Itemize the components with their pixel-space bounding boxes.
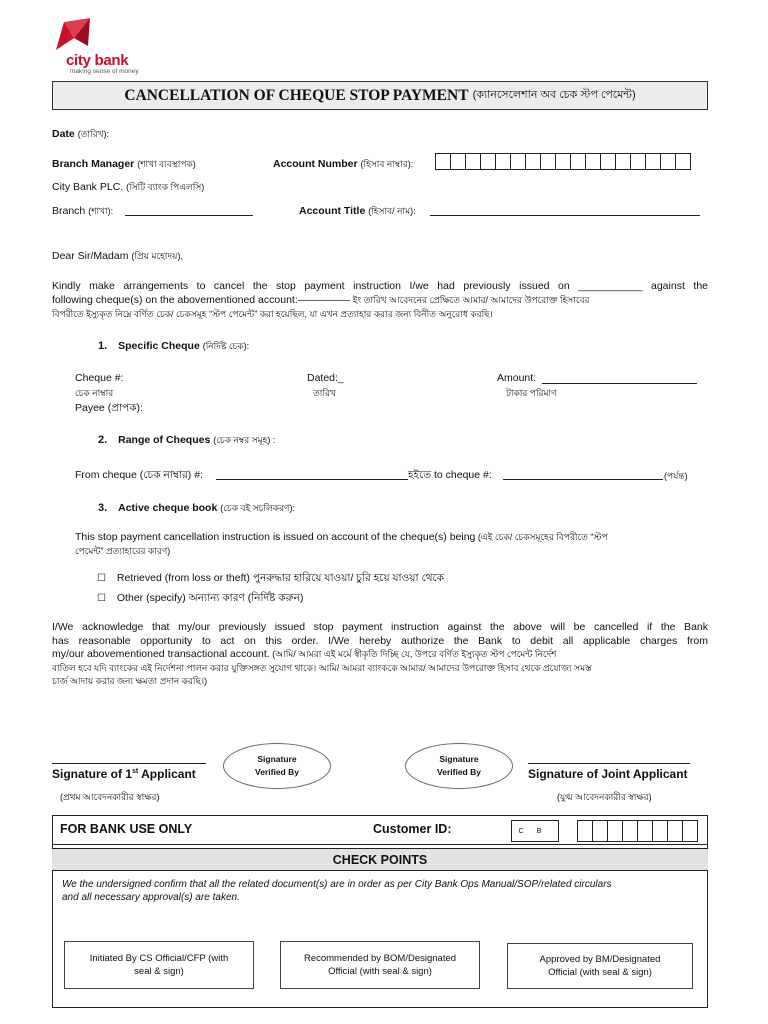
salutation-bn: (প্রিয় মহোদয়), bbox=[131, 251, 183, 261]
first-applicant-label-bn: (প্রথম আবেদনকারীর স্বাক্ষর) bbox=[60, 792, 160, 802]
account-title-label bbox=[299, 204, 416, 219]
account-number-label bbox=[273, 157, 413, 172]
section-1-heading bbox=[98, 339, 249, 354]
ack-line-3-en: my/our abovementioned transactional account. bbox=[52, 648, 270, 660]
form-title-bn: (ক্যানসেলেশান অব চেক স্টপ পেমেন্ট) bbox=[472, 89, 636, 101]
confirmation-note bbox=[62, 878, 612, 904]
payee-label: Payee (প্রাপক): bbox=[75, 402, 143, 414]
customer-id-label: Customer ID: bbox=[373, 822, 452, 836]
intro-paragraph bbox=[52, 279, 708, 321]
recommended-by-box[interactable] bbox=[280, 941, 480, 989]
initiated-by-label: Initiated By CS Official/CFP (with seal & sign) bbox=[89, 953, 229, 977]
section-1-label: Specific Cheque bbox=[118, 340, 200, 352]
city-bank-plc-label bbox=[52, 180, 204, 195]
first-applicant-label-post: Applicant bbox=[138, 767, 196, 781]
option-retrieved[interactable] bbox=[97, 571, 444, 588]
section-3-heading bbox=[98, 501, 295, 516]
branch-field bbox=[52, 204, 113, 219]
option-other[interactable] bbox=[97, 591, 303, 608]
checkbox-other[interactable]: ☐ bbox=[97, 593, 106, 604]
date-field[interactable] bbox=[52, 127, 109, 142]
bank-use-title: FOR BANK USE ONLY bbox=[60, 822, 193, 836]
cheque-number-label: Cheque #: bbox=[75, 372, 124, 384]
branch-manager-bn: (শাখা ব্যবস্থাপক) bbox=[137, 159, 196, 169]
initiated-by-box[interactable] bbox=[64, 941, 254, 989]
first-applicant-label bbox=[52, 767, 196, 781]
section-3-label: Active cheque book bbox=[118, 502, 218, 514]
section-2-number: 2. bbox=[98, 434, 108, 446]
ack-line-4: বাতিল হবে যদি ব্যাংকের এই নির্দেশনা পালন করার যুক্তিসঙ্গত সুযোগ থাকে। আমি/ আমরা ব্যাংককে আমার/ আমাদের উপরোক্ত হিসাব থেকে প্রযোজ্য সমস্ত bbox=[52, 662, 592, 673]
account-number-input[interactable] bbox=[436, 153, 691, 170]
to-cheque-input[interactable] bbox=[503, 466, 663, 480]
first-applicant-label-sup: st bbox=[132, 768, 139, 775]
salutation-en: Dear Sir/Madam bbox=[52, 250, 129, 262]
acknowledgement-paragraph bbox=[52, 621, 708, 689]
joint-applicant-sign-line[interactable] bbox=[528, 763, 690, 764]
intro-line-1: Kindly make arrangements to cancel the stop payment instruction I/we had previously issued on ___________ against the bbox=[52, 280, 708, 292]
signature-verified-text-1: Signature Verified By bbox=[255, 754, 299, 777]
intro-line-2-bn: ইং তারিখ আবেদনের প্রেক্ষিতে আমার/ আমাদের উপরোক্ত হিসাবের bbox=[350, 295, 590, 305]
cid-prefix-b: B bbox=[536, 827, 542, 835]
section-2-label-bn: (চেক নম্বর সমূহ) : bbox=[213, 435, 276, 445]
ack-line-5: চার্জ আদায় করার জন্য ক্ষমতা প্রদান করছি।) bbox=[52, 676, 208, 686]
signature-verified-text-2: Signature Verified By bbox=[437, 754, 481, 777]
branch-input[interactable] bbox=[125, 202, 253, 216]
dated-label-bn: তারিখ bbox=[313, 388, 336, 398]
confirmation-note-line-1: We the undersigned confirm that all the related document(s) are in order as per City Bank Ops Manual/SOP/related circulars bbox=[62, 879, 612, 890]
customer-id-prefix bbox=[511, 820, 559, 842]
cid-prefix-c: C bbox=[518, 827, 524, 835]
dated-label: Dated:_ bbox=[307, 372, 344, 384]
approved-by-label: Approved by BM/Designated Official (with seal & sign) bbox=[539, 954, 661, 978]
brand-name: city bank bbox=[66, 52, 129, 69]
form-title bbox=[52, 81, 708, 110]
city-bank-plc-bn: (সিটি ব্যাংক পিএলসি) bbox=[126, 182, 205, 192]
to-cheque-label: হইতে to cheque #: bbox=[408, 469, 492, 481]
account-title-input[interactable] bbox=[430, 202, 700, 216]
amount-input[interactable] bbox=[542, 370, 697, 384]
ack-line-3-bn: (আমি/ আমরা এই মর্মে স্বীকৃতি দিচ্ছি যে, উপরে বর্ণিত ইস্যুকৃত স্টপ পেমেন্ট নির্দেশ bbox=[269, 649, 557, 659]
form-title-main: CANCELLATION OF CHEQUE STOP PAYMENT bbox=[124, 86, 469, 104]
confirmation-note-line-2: and all necessary approval(s) are taken. bbox=[62, 892, 240, 903]
first-applicant-sign-line[interactable] bbox=[52, 763, 206, 764]
approved-by-box[interactable] bbox=[507, 943, 693, 989]
signature-verified-stamp-2 bbox=[405, 743, 513, 789]
to-cheque-end-bn: (পর্যন্ত) bbox=[664, 471, 688, 481]
cheque-number-label-bn: চেক নাম্বার bbox=[75, 388, 114, 398]
account-number-text: Account Number bbox=[273, 158, 358, 170]
section-2-label: Range of Cheques bbox=[118, 434, 211, 446]
joint-applicant-label-bn: (যুগ্ম আবেদনকারীর স্বাক্ষর) bbox=[557, 792, 652, 802]
date-label-bn: (তারিখ): bbox=[77, 129, 109, 139]
signature-verified-stamp-1 bbox=[223, 743, 331, 789]
ack-line-1: I/We acknowledge that my/our previously issued stop payment instruction against the above will be cancelled if the Bank bbox=[52, 621, 708, 633]
recommended-by-label: Recommended by BOM/Designated Official (with seal & sign) bbox=[303, 953, 457, 977]
section-2-heading bbox=[98, 433, 275, 448]
option-retrieved-label: Retrieved (from loss or theft) পুনরুদ্ধার হারিয়ে যাওয়া/ চুরি হয়ে যাওয়া থেকে bbox=[116, 572, 445, 584]
account-title-text: Account Title bbox=[299, 205, 366, 217]
customer-id-input[interactable] bbox=[578, 820, 698, 842]
brand-tagline: making sense of money bbox=[70, 68, 139, 75]
option-other-label: Other (specify) অন্যান্য কারণ (নির্দিষ্ট করুন) bbox=[116, 592, 304, 604]
section-3-text-en: This stop payment cancellation instruction is issued on account of the cheque(s) being bbox=[75, 531, 476, 543]
section-3-text-bn-1: (এই চেক/ চেকসমূহের বিপরীতে “স্টপ bbox=[475, 532, 608, 542]
account-title-bn: (হিসাব/ নাম): bbox=[368, 206, 416, 216]
section-1-label-bn: (নির্দিষ্ট চেক): bbox=[202, 341, 250, 351]
intro-line-2 bbox=[52, 293, 708, 307]
check-points-header: CHECK POINTS bbox=[52, 848, 708, 871]
from-cheque-label: From cheque (চেক নাম্বার) #: bbox=[75, 469, 203, 481]
city-bank-plc-text: City Bank PLC. bbox=[52, 181, 124, 193]
intro-line-3: বিপরীতে ইস্যুকৃত নিম্নে বর্ণিত চেক/ চেকসমূহ “স্টপ পেমেন্ট” করা হয়েছিল, যা এখন প্রত্যাহার করার জন্য বিনীত অনুরোধ করছি। bbox=[52, 309, 493, 319]
intro-line-2-en: following cheque(s) on the abovementioned account:————— bbox=[52, 294, 351, 306]
first-applicant-label-text: Signature of 1 bbox=[52, 767, 133, 781]
ack-line-3 bbox=[52, 648, 708, 662]
date-label: Date bbox=[52, 128, 75, 140]
salutation bbox=[52, 249, 183, 264]
section-1-number: 1. bbox=[98, 340, 108, 352]
section-3-text-bn-2: পেমেন্ট” প্রত্যাহারের কারণ) bbox=[75, 546, 171, 556]
section-3-label-bn: (চেক বই সচলিকরণ): bbox=[220, 503, 295, 513]
section-3-text bbox=[75, 530, 708, 558]
section-3-number: 3. bbox=[98, 502, 108, 514]
account-number-bn: (হিসাব নাম্বার): bbox=[360, 159, 414, 169]
ack-line-2: has reasonable opportunity to act on this order. I/We hereby authorize the Bank to debit all applicable charges from bbox=[52, 634, 708, 647]
amount-label: Amount: bbox=[497, 372, 537, 384]
checkbox-retrieved[interactable]: ☐ bbox=[97, 573, 106, 584]
amount-label-bn: টাকার পরিমাণ bbox=[506, 388, 557, 398]
from-cheque-input[interactable] bbox=[216, 466, 408, 480]
joint-applicant-label: Signature of Joint Applicant bbox=[528, 767, 688, 781]
branch-manager-text: Branch Manager bbox=[52, 158, 135, 170]
branch-manager-label bbox=[52, 157, 196, 172]
branch-bn: (শাখা): bbox=[88, 206, 114, 216]
branch-text: Branch bbox=[52, 205, 86, 217]
city-bank-logo-icon bbox=[52, 16, 92, 56]
